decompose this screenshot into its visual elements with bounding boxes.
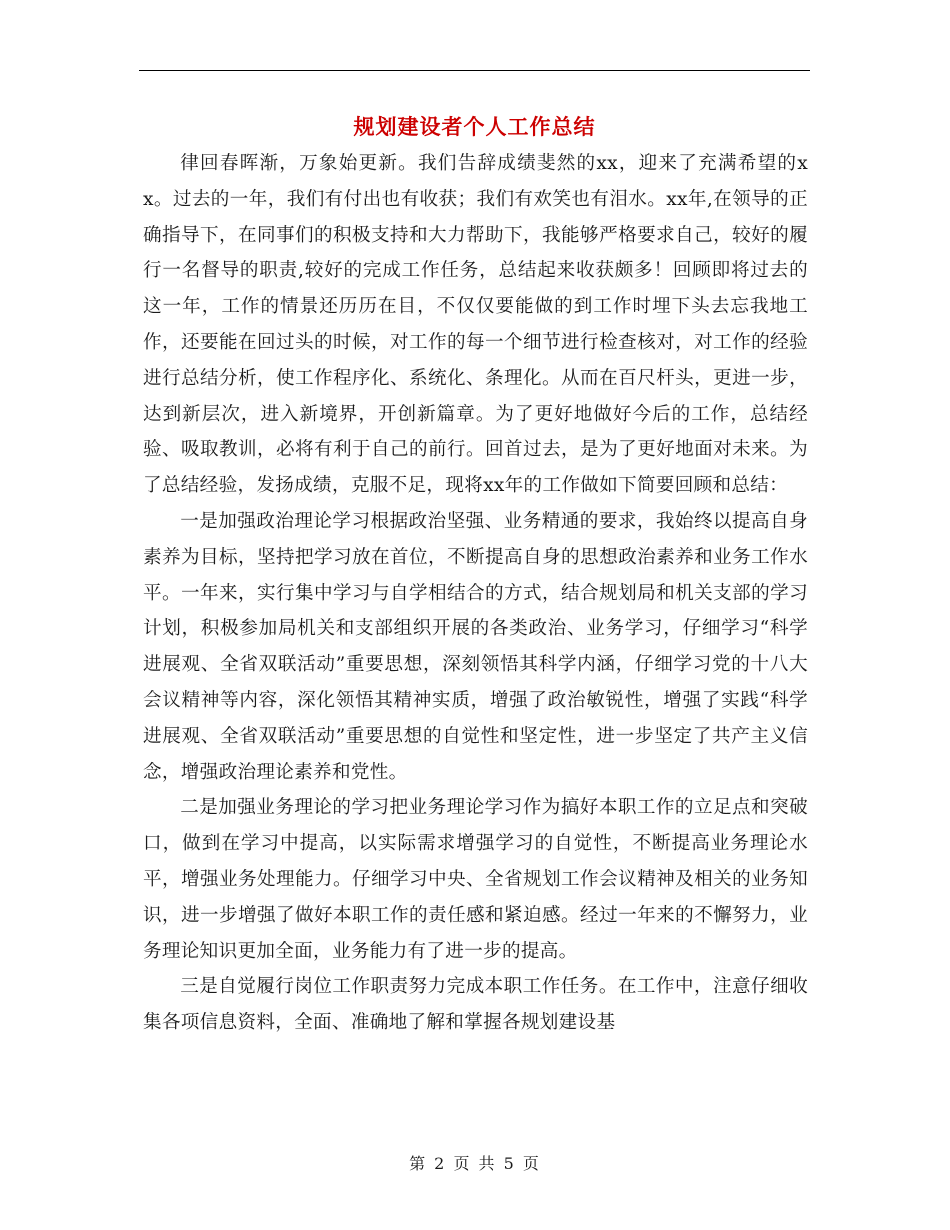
- header-rule: [139, 70, 810, 71]
- paragraph-business-study: 二是加强业务理论的学习把业务理论学习作为搞好本职工作的立足点和突破口，做到在学习中提高，以实际需求增强学习的自觉性，不断提高业务理论水平，增强业务处理能力。仔细学习中央、全省规划工作会议精神及相关的业务知识，进一步增强了做好本职工作的责任感和紧迫感。经过一年来的不懈努力，业务理论知识更加全面，业务能力有了进一步的提高。: [143, 797, 808, 962]
- paragraph-job-duties: 三是自觉履行岗位工作职责努力完成本职工作任务。在工作中，注意仔细收集各项信息资料，全面、准确地了解和掌握各规划建设基: [143, 976, 808, 1034]
- page-number-footer: 第 2 页 共 5 页: [409, 1154, 541, 1173]
- paragraph-intro: 律回春晖渐，万象始更新。我们告辞成绩斐然的xx，迎来了充满希望的xx。过去的一年，我们有付出也有收获；我们有欢笑也有泪水。xx年,在领导的正确指导下，在同事们的积极支持和大力帮助下，我能够严格要求自己，较好的履行一名督导的职责,较好的完成工作任务，总结起来收获颇多！回顾即将过去的这一年，工作的情景还历历在目，不仅仅要能做的到工作时埋下头去忘我地工作，还要能在回过头的时候，对工作的每一个细节进行检查核对，对工作的经验进行总结分析，使工作程序化、系统化、条理化。从而在百尺杆头，更进一步，达到新层次，进入新境界，开创新篇章。为了更好地做好今后的工作，总结经验、吸取教训，必将有利于自己的前行。回首过去，是为了更好地面对未来。为了总结经验，发扬成绩，克服不足，现将xx年的工作做如下简要回顾和总结：: [143, 153, 808, 497]
- document-title: 规划建设者个人工作总结: [353, 114, 596, 139]
- paragraph-political-study: 一是加强政治理论学习根据政治坚强、业务精通的要求，我始终以提高自身素养为目标，坚持把学习放在首位，不断提高自身的思想政治素养和业务工作水平。一年来，实行集中学习与自学相结合的方式，结合规划局和机关支部的学习计划，积极参加局机关和支部组织开展的各类政治、业务学习，仔细学习“科学进展观、全省双联活动”重要思想，深刻领悟其科学内涵，仔细学习党的十八大会议精神等内容，深化领悟其精神实质，增强了政治敏锐性，增强了实践“科学进展观、全省双联活动”重要思想的自觉性和坚定性，进一步坚定了共产主义信念，增强政治理论素养和党性。: [143, 510, 808, 783]
- document-body: [143, 146, 808, 1041]
